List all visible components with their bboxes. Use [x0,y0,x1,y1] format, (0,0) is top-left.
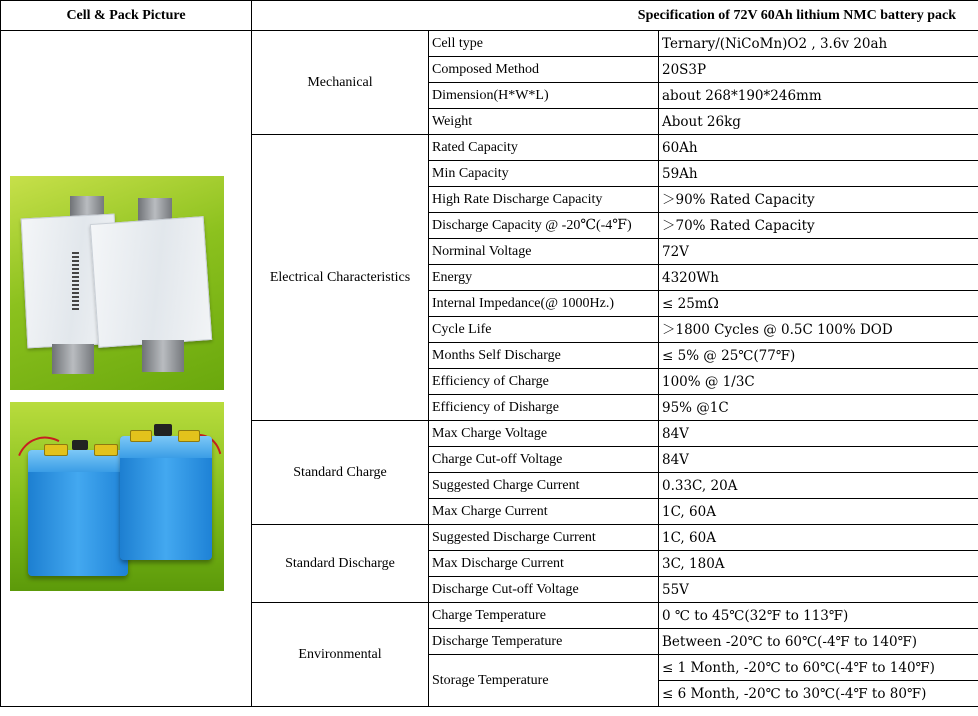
spec-value: Between -20℃ to 60℃(-4℉ to 140℉) [659,629,978,655]
pouch-cell-icon [90,216,212,348]
spec-label: Max Charge Voltage [429,421,659,447]
spec-column-header: Specification of 72V 60Ah lithium NMC battery pack [252,1,978,31]
cell-tab-icon [52,344,94,374]
spec-label: Max Discharge Current [429,551,659,577]
spec-label: Charge Temperature [429,603,659,629]
spec-value: ＞90% Rated Capacity [659,187,978,213]
spec-label: Efficiency of Disharge [429,395,659,421]
spec-label: Internal Impedance(@ 1000Hz.) [429,291,659,317]
spec-value: 100% @ 1/3C [659,369,978,395]
battery-packs-photo [10,402,224,591]
spec-label: Discharge Cut-off Voltage [429,577,659,603]
battery-pack-icon [120,436,212,560]
spec-label: Discharge Temperature [429,629,659,655]
battery-pack-icon [28,450,128,576]
spec-value: 72V [659,239,978,265]
spec-value: 59Ah [659,161,978,187]
spec-label: Storage Temperature [429,655,659,707]
spec-value: 84V [659,447,978,473]
spec-value: 1C, 60A [659,499,978,525]
spec-label: Suggested Discharge Current [429,525,659,551]
spec-value: 60Ah [659,135,978,161]
group-mechanical: Mechanical [252,31,429,135]
cell-tab-icon [142,340,184,372]
spec-label: Efficiency of Charge [429,369,659,395]
table-row [1,31,978,57]
spec-value: ≤ 6 Month, -20℃ to 30℃(-4℉ to 80℉) [659,681,978,707]
spec-label: Rated Capacity [429,135,659,161]
spec-value: 1C, 60A [659,525,978,551]
spec-value: about 268*190*246mm [659,83,978,109]
spec-value: 20S3P [659,57,978,83]
picture-column-header: Cell & Pack Picture [1,1,252,31]
spec-label: Discharge Capacity @ -20℃(-4℉) [429,213,659,239]
spec-label: Max Charge Current [429,499,659,525]
group-standard-discharge: Standard Discharge [252,525,429,603]
spec-value: 84V [659,421,978,447]
spec-label: Composed Method [429,57,659,83]
spec-value: 0 ℃ to 45℃(32℉ to 113℉) [659,603,978,629]
header-row [1,1,978,31]
spec-value: 3C, 180A [659,551,978,577]
spec-value: ＞1800 Cycles @ 0.5C 100% DOD [659,317,978,343]
group-electrical: Electrical Characteristics [252,135,429,421]
spec-value: 0.33C, 20A [659,473,978,499]
spec-value: ≤ 5% @ 25℃(77℉) [659,343,978,369]
spec-value: ＞70% Rated Capacity [659,213,978,239]
spec-label: Cell type [429,31,659,57]
spec-value: 95% @1C [659,395,978,421]
spec-label: Dimension(H*W*L) [429,83,659,109]
spec-label: Weight [429,109,659,135]
picture-cell [1,31,252,707]
barcode-icon [72,252,79,310]
spec-value: About 26kg [659,109,978,135]
spec-value: ≤ 1 Month, -20℃ to 60℃(-4℉ to 140℉) [659,655,978,681]
spec-label: Charge Cut-off Voltage [429,447,659,473]
pouch-cells-photo [10,176,224,390]
spec-value: ≤ 25mΩ [659,291,978,317]
spec-label: High Rate Discharge Capacity [429,187,659,213]
spec-label: Min Capacity [429,161,659,187]
spec-label: Energy [429,265,659,291]
spec-label: Cycle Life [429,317,659,343]
spec-label: Norminal Voltage [429,239,659,265]
spec-value: Ternary/(NiCoMn)O2 , 3.6v 20ah [659,31,978,57]
spec-label: Months Self Discharge [429,343,659,369]
spec-label: Suggested Charge Current [429,473,659,499]
spec-value: 4320Wh [659,265,978,291]
spec-value: 55V [659,577,978,603]
group-environmental: Environmental [252,603,429,707]
group-standard-charge: Standard Charge [252,421,429,525]
